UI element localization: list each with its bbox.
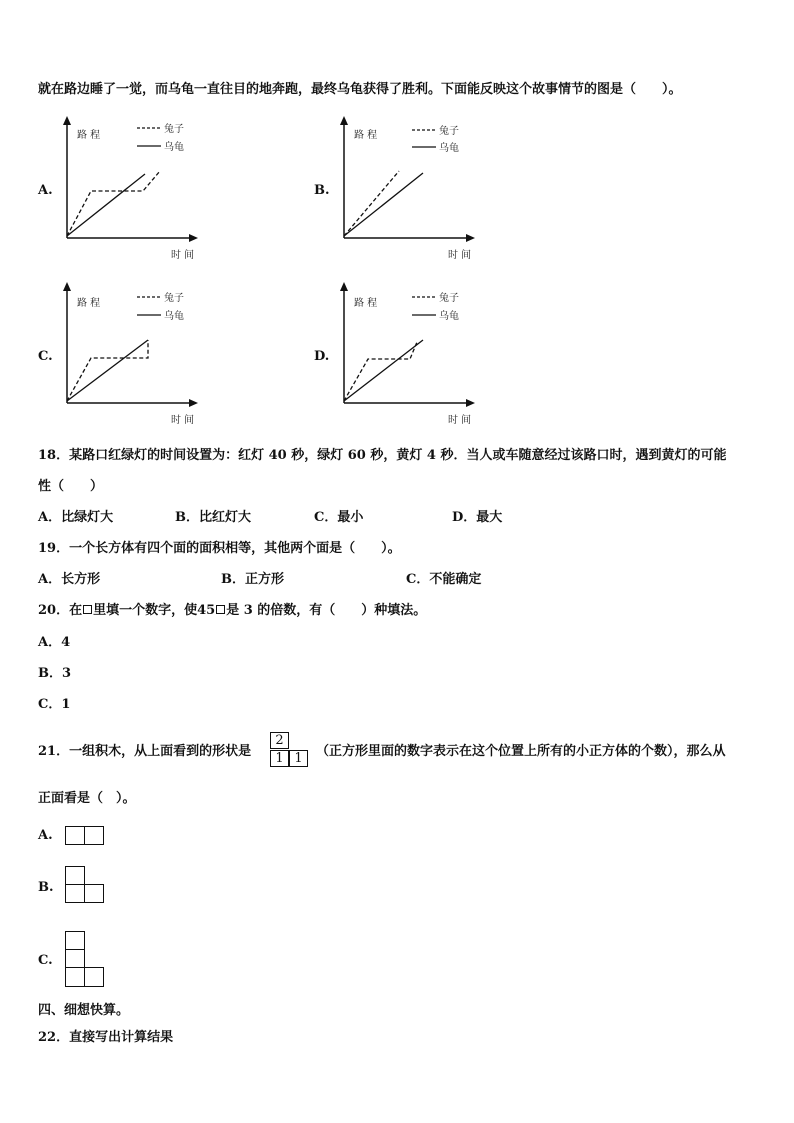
blank-box-icon bbox=[83, 605, 92, 614]
top-view-cell: 1 bbox=[270, 750, 289, 767]
top-view-cell: 1 bbox=[289, 750, 308, 767]
axis-y-label: 路 程 bbox=[354, 130, 378, 141]
axis-y-label: 路 程 bbox=[77, 130, 101, 141]
q21-option-b-square bbox=[65, 866, 85, 885]
q18-option-a[interactable]: A．比绿灯大 bbox=[38, 510, 114, 525]
q17-option-b-label[interactable]: B. bbox=[314, 183, 330, 198]
q17-option-a-label[interactable]: A. bbox=[38, 183, 53, 198]
q21-option-c-square bbox=[65, 931, 85, 950]
q21-option-a-square bbox=[84, 826, 104, 845]
q17-option-d-label[interactable]: D. bbox=[314, 349, 330, 364]
q21-option-a-label[interactable]: A. bbox=[38, 828, 53, 843]
legend-rabbit: 兔子 bbox=[164, 124, 184, 135]
axis-x-label: 时 间 bbox=[448, 415, 472, 426]
q18-stem: 18．某路口红绿灯的时间设置为：红灯 40 秒，绿灯 60 秒，黄灯 4 秒．当人或车随意经过该路口时，遇到黄灯的可能 bbox=[38, 448, 727, 463]
q17-stem: 就在路边睡了一觉，而乌龟一直往目的地奔跑，最终乌龟获得了胜利。下面能反映这个故事情节的图是（ ）。 bbox=[38, 82, 682, 97]
q21-top-view bbox=[270, 732, 310, 770]
q20-option-b[interactable]: B．3 bbox=[38, 666, 72, 681]
q19-option-c[interactable]: C．不能确定 bbox=[406, 572, 482, 587]
axis-x-label: 时 间 bbox=[448, 250, 472, 261]
blank-box-icon bbox=[216, 605, 225, 614]
q20-stem: 20．在 里填一个数字，使45 是 3 的倍数，有（ ）种填法。 bbox=[38, 603, 427, 618]
legend-rabbit: 兔子 bbox=[439, 126, 459, 137]
legend-rabbit: 兔子 bbox=[164, 293, 184, 304]
q19-option-a[interactable]: A．长方形 bbox=[38, 572, 101, 587]
q21-stem-a: 21．一组积木，从上面看到的形状是 bbox=[38, 744, 252, 759]
q21-option-c-square bbox=[65, 967, 85, 987]
section-4-heading: 四、细想快算。 bbox=[38, 1003, 130, 1018]
q20-option-a[interactable]: A．4 bbox=[38, 635, 71, 650]
q21-option-c-square bbox=[65, 949, 85, 968]
q19-option-b[interactable]: B．正方形 bbox=[221, 572, 284, 587]
q21-option-a-square bbox=[65, 826, 85, 845]
axis-y-label: 路 程 bbox=[77, 298, 101, 309]
q18-option-b[interactable]: B．比红灯大 bbox=[175, 510, 251, 525]
q19-stem: 19．一个长方体有四个面的面积相等，其他两个面是（ ）。 bbox=[38, 541, 401, 556]
legend-rabbit: 兔子 bbox=[439, 293, 459, 304]
q21-option-c-square bbox=[84, 967, 104, 987]
legend-turtle: 乌龟 bbox=[164, 311, 184, 322]
q21-stem-cont: 正面看是（ ）。 bbox=[38, 791, 136, 806]
axis-x-label: 时 间 bbox=[171, 250, 195, 261]
top-view-cell: 2 bbox=[270, 732, 289, 749]
legend-turtle: 乌龟 bbox=[164, 142, 184, 153]
q17-option-d-graph[interactable] bbox=[335, 284, 485, 434]
q18-stem-cont: 性（ ） bbox=[38, 479, 104, 494]
q21-option-b-square bbox=[65, 884, 85, 903]
q22-stem: 22．直接写出计算结果 bbox=[38, 1030, 174, 1045]
q20-option-c[interactable]: C．1 bbox=[38, 697, 71, 712]
q21-stem-b: （正方形里面的数字表示在这个位置上所有的小正方体的个数），那么从 bbox=[316, 744, 726, 759]
q17-option-c-graph[interactable] bbox=[58, 284, 208, 434]
axis-x-label: 时 间 bbox=[171, 415, 195, 426]
q17-option-a-graph[interactable] bbox=[58, 116, 208, 266]
q17-option-c-label[interactable]: C. bbox=[38, 349, 53, 364]
axis-y-label: 路 程 bbox=[354, 298, 378, 309]
legend-turtle: 乌龟 bbox=[439, 311, 459, 322]
q18-option-d[interactable]: D．最大 bbox=[452, 510, 503, 525]
q21-option-c-label[interactable]: C. bbox=[38, 953, 53, 968]
q21-option-b-label[interactable]: B. bbox=[38, 880, 54, 895]
q18-option-c[interactable]: C．最小 bbox=[314, 510, 364, 525]
legend-turtle: 乌龟 bbox=[439, 143, 459, 154]
q17-option-b-graph[interactable] bbox=[335, 116, 485, 266]
q21-option-b-square bbox=[84, 884, 104, 903]
